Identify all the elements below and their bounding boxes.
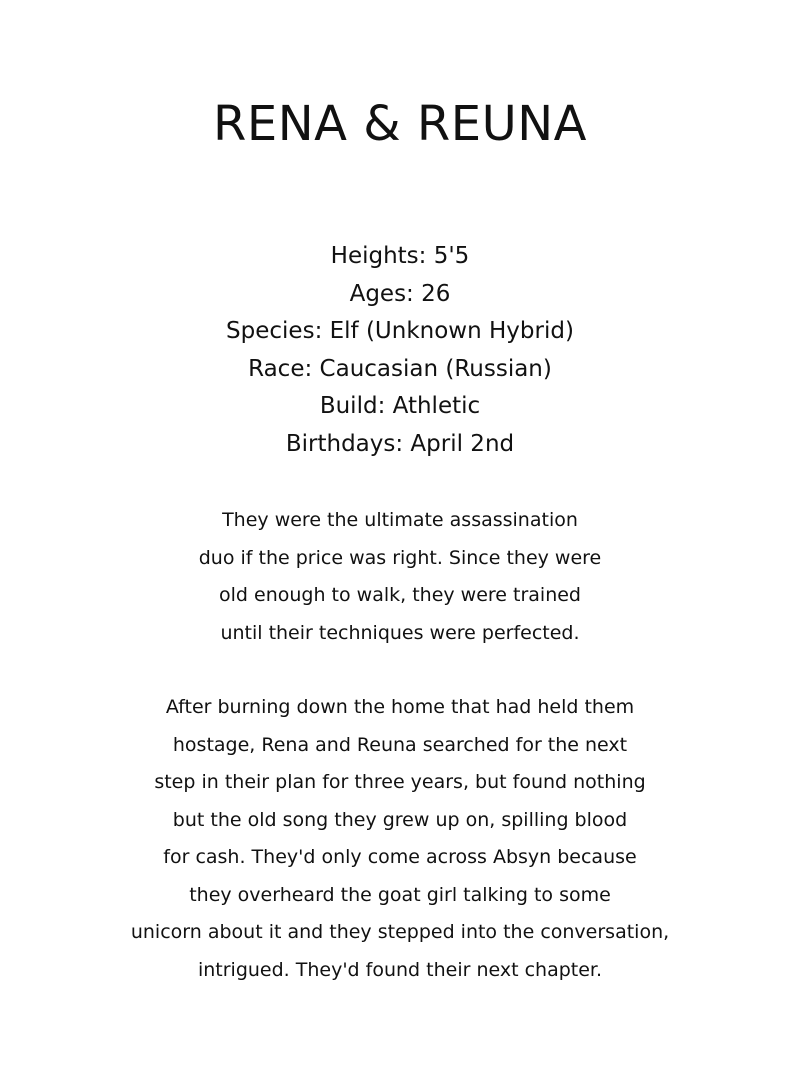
paragraph-line: step in their plan for three years, but found nothing (154, 771, 646, 793)
paragraph-line: They were the ultimate assassination (222, 509, 578, 531)
stat-build: Build: Athletic (319, 393, 481, 420)
paragraph-line: but the old song they grew up on, spilling blood (172, 808, 628, 831)
paragraph-line: intrigued. They'd found their next chapter. (197, 958, 603, 981)
paragraph-line: After burning down the home that had held them (165, 696, 635, 718)
bio-paragraph-1 (0, 502, 800, 652)
paragraph-line: they overheard the goat girl talking to some (189, 883, 611, 906)
stat-species: Species: Elf (Unknown Hybrid) (226, 318, 574, 345)
stat-ages: Ages: 26 (349, 280, 451, 307)
paragraph-line: for cash. They'd only come across Absyn because (163, 846, 637, 868)
paragraph-line: hostage, Rena and Reuna searched for the next (172, 733, 628, 756)
paragraph-line: duo if the price was right. Since they were (198, 546, 602, 569)
paragraph-line: unicorn about it and they stepped into the conversation, (130, 921, 670, 943)
stat-birthdays: Birthdays: April 2nd (285, 430, 515, 457)
paragraph-line: until their techniques were perfected. (220, 621, 580, 644)
page-title: RENA & REUNA (213, 96, 587, 152)
stats-list (0, 238, 800, 464)
paragraph-line: old enough to walk, they were trained (219, 584, 581, 606)
bio-paragraph-2 (0, 689, 800, 989)
stat-heights: Heights: 5'5 (330, 243, 470, 269)
stat-race: Race: Caucasian (Russian) (248, 355, 552, 382)
